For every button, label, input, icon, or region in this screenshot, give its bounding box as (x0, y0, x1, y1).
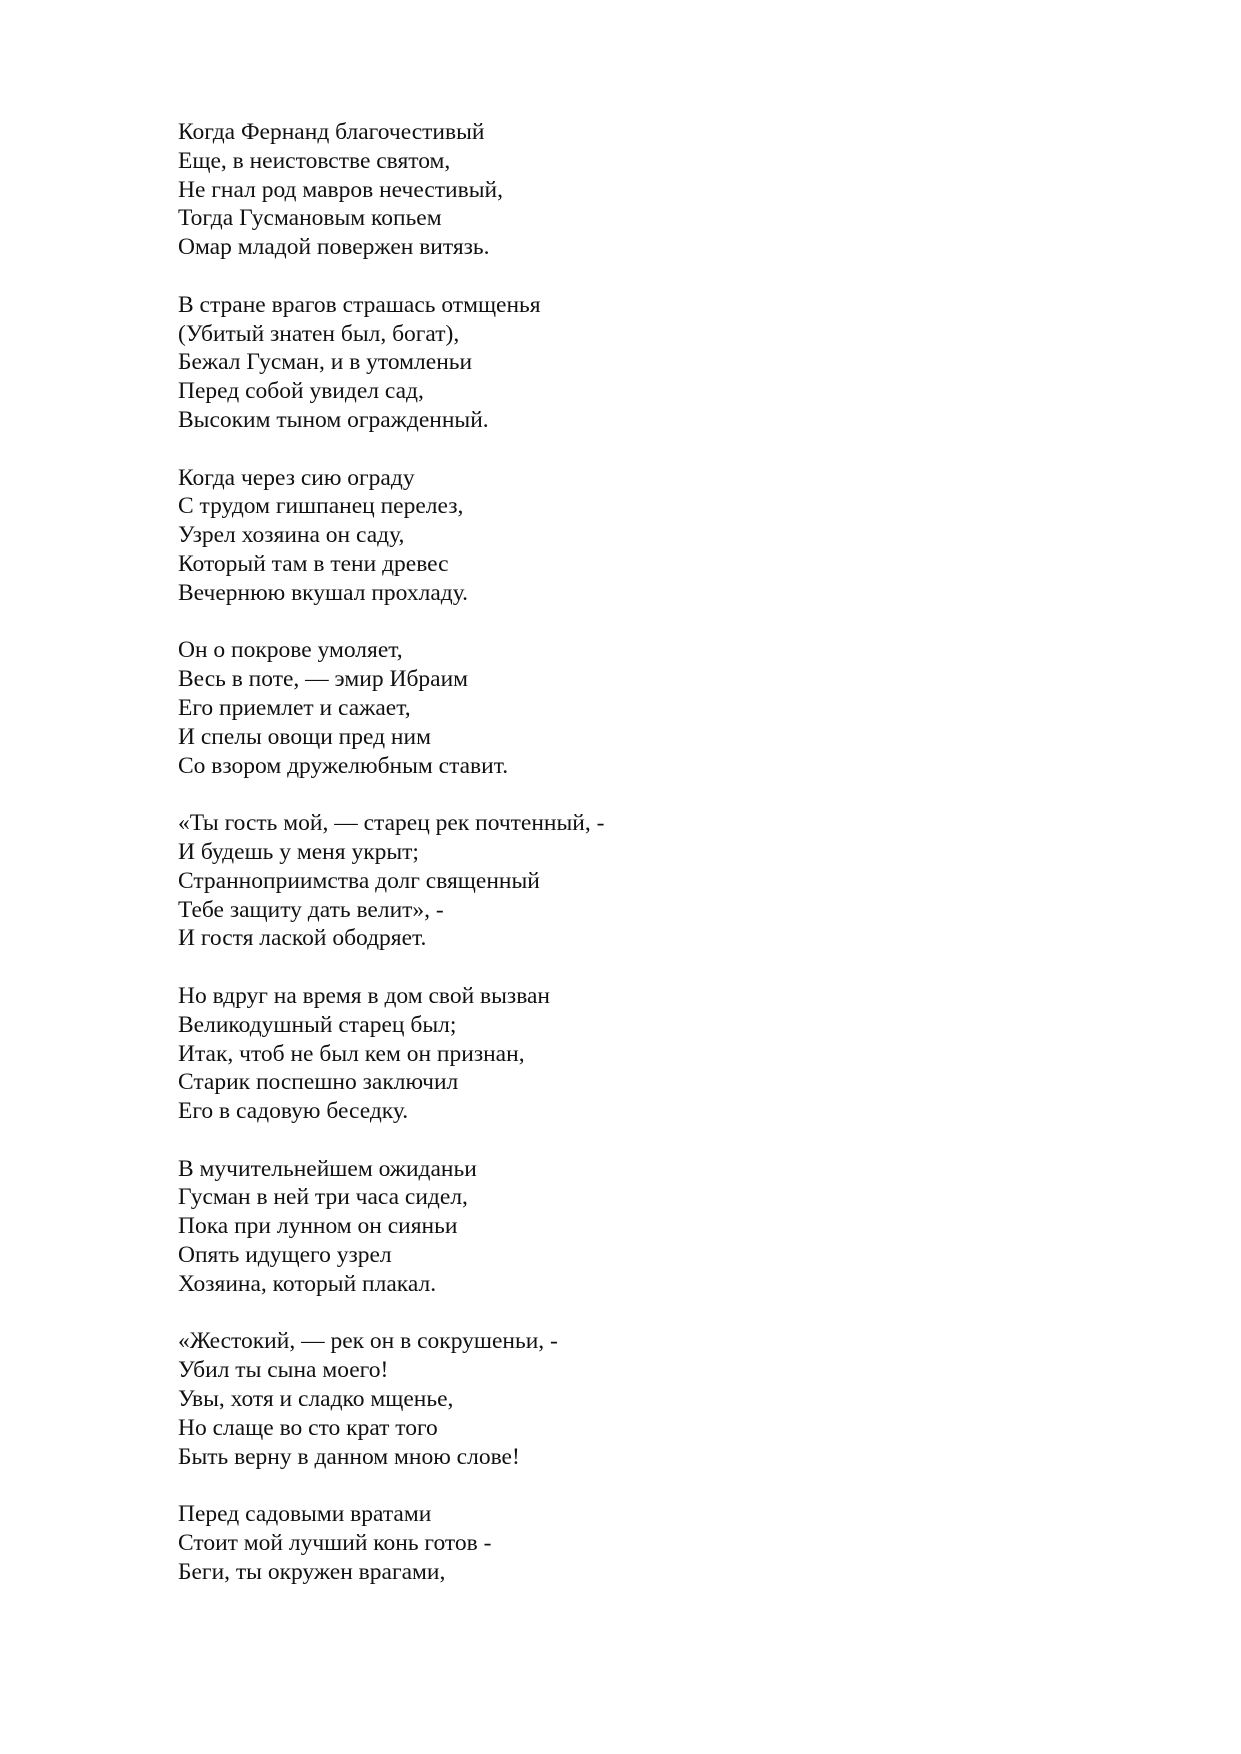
poem-line: Высоким тыном огражденный. (178, 406, 489, 433)
poem-line: Странноприимства долг священный (178, 867, 540, 894)
poem-line: Быть верну в данном мною слове! (178, 1443, 520, 1470)
poem-line: Который там в тени древес (178, 550, 449, 577)
poem-line: И спелы овощи пред ним (178, 723, 431, 750)
poem-line: Беги, ты окружен врагами, (178, 1558, 446, 1585)
poem-line: Бежал Гусман, и в утомленьи (178, 349, 473, 376)
poem-line: Итак, чтоб не был кем он признан, (178, 1040, 525, 1067)
poem-line: В стране врагов страшась отмщенья (178, 291, 541, 318)
stanza-2 (178, 291, 1078, 435)
poem-line: В мучительнейшем ожиданьи (178, 1155, 477, 1182)
poem-line: Перед собой увидел сад, (178, 378, 424, 405)
poem-line: Весь в поте, — эмир Ибраим (178, 666, 469, 693)
poem-line: «Ты гость мой, — старец рек почтенный, - (178, 810, 605, 837)
poem-line: Его в садовую беседку. (178, 1098, 409, 1125)
poem-line: Но вдруг на время в дом свой вызван (178, 982, 550, 1009)
poem-line: Вечернюю вкушал прохладу. (178, 579, 468, 606)
poem-line: Он о покрове умоляет, (178, 637, 403, 664)
poem-line: Великодушный старец был; (178, 1011, 457, 1038)
poem-line: (Убитый знатен был, богат), (178, 320, 460, 347)
stanza-5 (178, 809, 1078, 953)
poem-line: Тогда Гусмановым копьем (178, 205, 442, 232)
poem-line: Хозяина, который плакал. (178, 1270, 437, 1297)
poem-line: Гусман в ней три часа сидел, (178, 1184, 468, 1211)
stanza-9 (178, 1500, 1078, 1586)
stanza-8 (178, 1327, 1078, 1471)
poem-line: Узрел хозяина он саду, (178, 522, 405, 549)
stanza-1 (178, 118, 1078, 262)
poem-line: Со взором дружелюбным ставит. (178, 752, 509, 779)
poem-line: Стоит мой лучший конь готов - (178, 1530, 492, 1557)
poem-line: Но слаще во сто крат того (178, 1414, 438, 1441)
poem-line: Омар младой повержен витязь. (178, 234, 490, 261)
poem-line: И будешь у меня укрыт; (178, 838, 419, 865)
poem-line: Тебе защиту дать велит», - (178, 896, 444, 923)
poem-line: Перед садовыми вратами (178, 1501, 432, 1528)
poem-line: Когда через сию ограду (178, 464, 415, 491)
poem-line: Его приемлет и сажает, (178, 694, 411, 721)
poem-line: Опять идущего узрел (178, 1242, 392, 1269)
poem-text (178, 118, 1078, 1615)
stanza-3 (178, 464, 1078, 608)
poem-line: Еще, в неистовстве святом, (178, 147, 451, 174)
poem-line: Когда Фернанд благочестивый (178, 119, 485, 145)
stanza-7 (178, 1155, 1078, 1299)
poem-line: С трудом гишпанец перелез, (178, 493, 464, 520)
poem-line: И гостя лаской ободряет. (178, 925, 427, 952)
poem-line: «Жестокий, — рек он в сокрушеньи, - (178, 1328, 558, 1355)
stanza-4 (178, 636, 1078, 780)
poem-line: Старик поспешно заключил (178, 1069, 459, 1096)
stanza-6 (178, 982, 1078, 1126)
poem-line: Убил ты сына моего! (178, 1357, 389, 1384)
poem-line: Пока при лунном он сияньи (178, 1213, 458, 1240)
poem-line: Увы, хотя и сладко мщенье, (178, 1386, 454, 1413)
poem-line: Не гнал род мавров нечестивый, (178, 176, 503, 203)
